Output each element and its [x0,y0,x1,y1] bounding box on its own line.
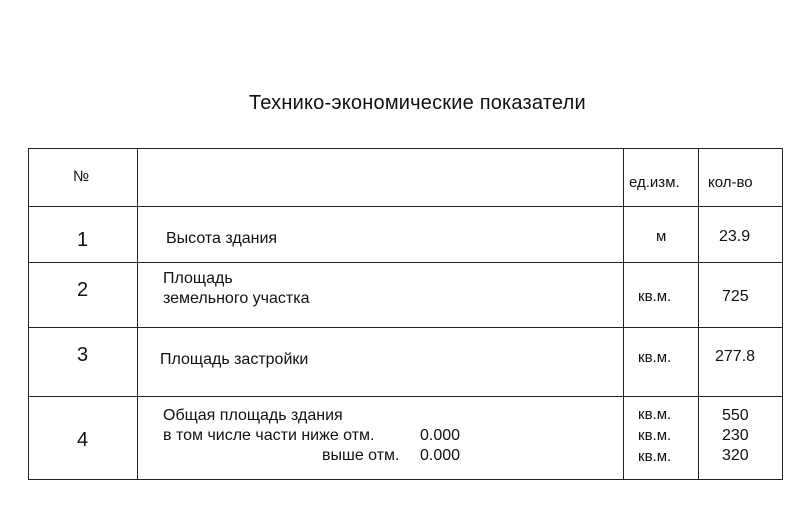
row-divider [29,396,782,397]
row-4-name-line-3-value: 0.000 [420,447,461,464]
column-divider [137,149,138,479]
row-1-unit: м [656,228,667,245]
row-2-quantity: 725 [722,288,749,305]
row-4-unit-below: кв.м. [638,427,672,444]
row-4-quantity-below: 230 [722,427,749,444]
row-3-unit: кв.м. [638,349,672,366]
row-4-quantity-above: 320 [722,447,749,464]
indicators-table [28,148,783,480]
row-2-name-line-2: земельного участка [163,290,310,307]
row-4-name-line-3-label: выше отм. [322,447,400,464]
row-4-name-line-2-value: 0.000 [420,427,461,444]
row-4-unit-total: кв.м. [638,406,672,423]
row-1-quantity: 23.9 [719,228,751,245]
row-2-number: 2 [77,279,89,301]
row-1-name: Высота здания [166,230,278,247]
row-1-number: 1 [77,229,89,251]
row-4-unit-above: кв.м. [638,448,672,465]
row-3-quantity: 277.8 [715,348,756,365]
row-divider [29,206,782,207]
row-2-unit: кв.м. [638,288,672,305]
row-4-number: 4 [77,429,89,451]
header-quantity: кол-во [708,174,753,191]
header-unit: ед.изм. [629,174,680,191]
column-divider [623,149,624,479]
header-number: № [73,168,90,185]
row-2-name-line-1: Площадь [163,270,233,287]
row-3-name: Площадь застройки [160,351,309,368]
row-divider [29,262,782,263]
row-4-quantity-total: 550 [722,407,749,424]
row-4-name-line-2-label: в том числе части ниже отм. [163,427,375,444]
row-3-number: 3 [77,344,89,366]
document-title: Технико-экономические показатели [249,92,586,114]
row-divider [29,327,782,328]
row-4-name-line-1: Общая площадь здания [163,407,343,424]
column-divider [698,149,699,479]
